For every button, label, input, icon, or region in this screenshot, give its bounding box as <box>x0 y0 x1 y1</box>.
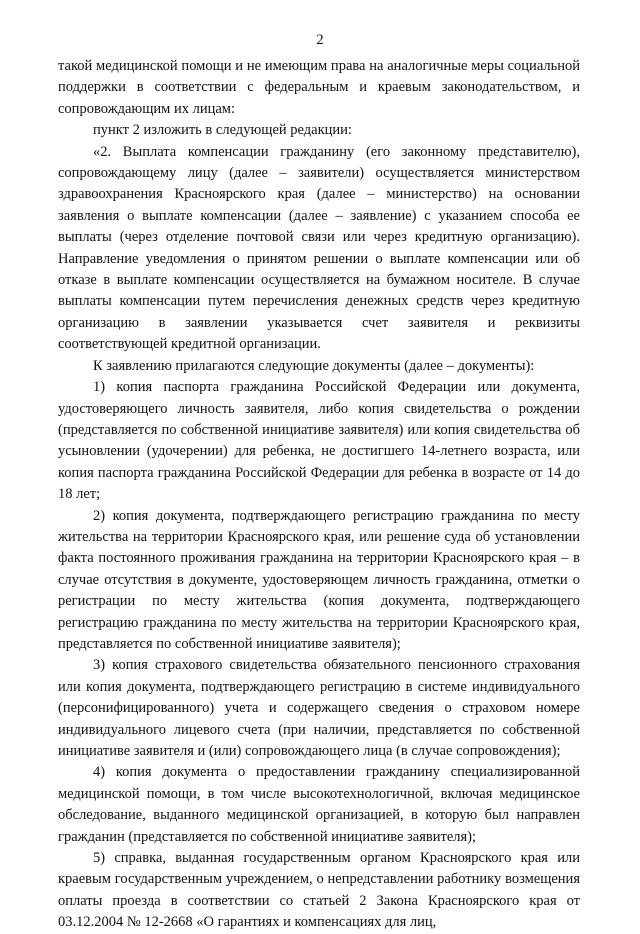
paragraph-continuation: такой медицинской помощи и не имеющим права на аналогичные меры социальной поддержки в соответствии с федеральным и краевым законодательством, и сопровождающим их лицам: <box>58 58 580 117</box>
document-body <box>58 56 580 934</box>
paragraph-documents-intro: К заявлению прилагаются следующие документы (далее – документы): <box>93 357 535 374</box>
page-number: 2 <box>316 32 324 48</box>
list-item-2: 2) копия документа, подтверждающего регистрацию гражданина по месту жительства на территории Красноярского края, или решение суда об установлении факта постоянного проживания гражданина на территории Красноярского края – в случае отсутствия в документе, удостоверяющем личность гражданина, отметки о регистрации по месту жительства (копия документа, подтверждающего регистрацию гражданина по месту жительства на территории Красноярского края, представляется по собственной инициативе заявителя); <box>58 507 580 652</box>
list-item-3: 3) копия страхового свидетельства обязательного пенсионного страхования или копия документа, подтверждающего регистрацию в системе индивидуального (персонифицированного) учета и содержащего сведения о страховом номере индивидуального лицевого счета (при наличии, представляется по собственной инициативе заявителя и (или) сопровождающего лица (в случае сопровождения); <box>58 657 580 759</box>
list-item-1: 1) копия паспорта гражданина Российской Федерации или документа, удостоверяющего личность заявителя, либо копия свидетельства о рождении (представляется по собственной инициативе заявителя) или копия свидетельства об усыновлении (удочерении) для ребенка, не достигшего 14-летнего возраста, или копия паспорта гражданина Российской Федерации для ребенка в возрасте от 14 до 18 лет; <box>58 379 580 503</box>
list-item-4: 4) копия документа о предоставлении гражданину специализированной медицинской помощи, в том числе высокотехнологичной, включая медицинское обследование, выданного медицинской организацией, в которую был направлен гражданин (представляется по собственной инициативе заявителя); <box>58 764 580 845</box>
paragraph-clause-2: «2. Выплата компенсации гражданину (его законному представителю), сопровождающему лицу (далее – заявители) осуществляется министерством здравоохранения Красноярского края (далее – министерство) на основании заявления о выплате компенсации (далее – заявление) с указанием способа ее выплаты (через отделение почтовой связи или через кредитную организацию). Направление уведомления о принятом решении о выплате компенсации или об отказе в выплате компенсации осуществляется на бумажном носителе. В случае выплаты компенсации путем перечисления денежных средств через кредитную организацию в заявлении указывается счет заявителя и реквизиты соответствующей кредитной организации. <box>58 143 580 353</box>
paragraph-amendment-instruction: пункт 2 изложить в следующей редакции: <box>93 122 352 139</box>
list-item-5: 5) справка, выданная государственным органом Красноярского края или краевым государственным учреждением, о непредставлении работнику возмещения оплаты проезда в соответствии со статьей 2 Закона Красноярского края от 03.12.2004 № 12-2668 «О гарантиях и компенсациях для лиц, <box>58 850 580 931</box>
